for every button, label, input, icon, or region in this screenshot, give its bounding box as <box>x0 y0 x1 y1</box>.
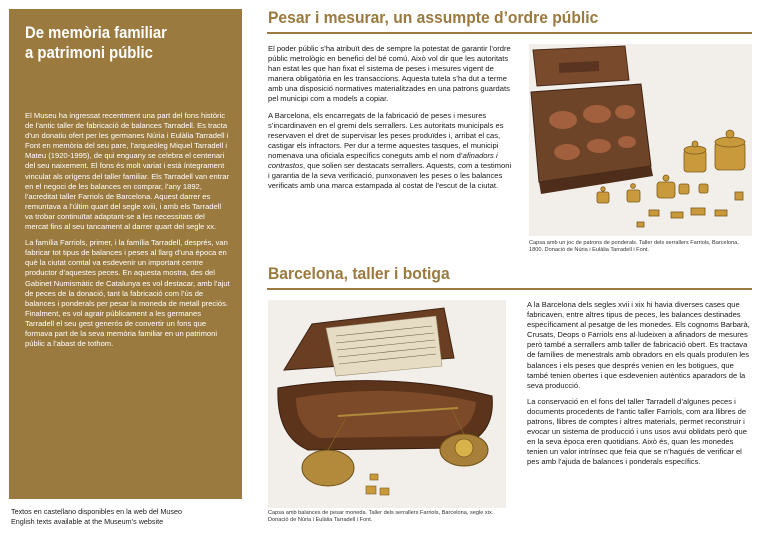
sidebar-paragraph: El Museu ha ingressat recentment una part del fons històric de l’antic taller de fabricació de balances Tarradell. Es tracta d’un donatiu ofert per les germanes Núria i Eulàlia Tarradell i Font en memòria del seu pare, l’arqueòleg Miquel Tarradell i Mateu (1920-1995), de qui enguany se celebra el centenari del seu naixement. El fons és molt variat i està íntegrament vinculat als orígens del taller familiar. Els Tarradell van entrar en el negoci de les balances en comprar, l’any 1892, l’acreditat taller Farriols de Barcelona. Aquest darrer es remuntava a l’últim quart del segle xviii, i amb els Tarradell va trobar continuïtat adaptant-se a les necessitats del mercat fins al seu tancament al darrer quart del segle xx. <box>25 111 230 232</box>
sidebar-title-line1: De memòria familiar <box>25 24 167 42</box>
section-title-barcelona: Barcelona, taller i botiga <box>268 264 450 283</box>
section1-paragraph: El poder públic s’ha atribuït des de sempre la potestat de garantir l’ordre públic metrològic en benefici del bé comú. Això vol dir que les autoritats han estat les que han fixat el sistema de peses i mesures vigent de manera obligatòria en les transaccions. Aquesta tutela s’ha dut a terme amb una disposició normatives materialitzades en una patrons guardats pel municipi com a models a copiar. <box>268 44 511 104</box>
sidebar-title <box>25 23 232 63</box>
scales-box-photo <box>268 300 506 508</box>
footnote-line: Textos en castellano disponibles en la web del Museo <box>11 507 183 516</box>
photo-caption: Capsa amb balances de pesar moneda. Taller dels serrallers Farriols, Barcelona, segle xix. Donació de Núria i Eulàlia Tarradell i Font. <box>268 510 494 524</box>
section2-paragraph: La conservació en el fons del taller Tarradell d’algunes peces i documents procedents de l’antic taller Farriols, com ara llibres de patrons, llibres de comptes i altres materials, permet reconstruir i evocar un sistema de producció i uns usos avui oblidats però que en la seva època eren quotidians. Això és, quan les monedes tenien un valor intrínsec que feia que se n’hagués de verificar el pes amb l’ajuda de balances i ponderals específics. <box>527 396 747 467</box>
italic-term: afinadors i contrastos <box>268 150 498 171</box>
paragraph-text: A Barcelona, els encarregats de la fabricació de peses i mesures s’incardinaven en el gremi dels serrallers. Les autoritats municipals es reservaven el dret de supervisar les peses produïdes i, arribat el cas, castigar els infractors. Per dur a terme aquestes tasques, el municipi nomenava una oficiala específics coneguts amb el nom d’ <box>268 110 504 160</box>
paragraph-text: , que solien ser destacats serrallers. Aquests, com a testimoni i garantia de la seva verificació, punxonaven les peses o les balances verificats amb una marca estampada al costat de l’escut de la ciutat. <box>268 161 512 191</box>
language-footnote <box>11 507 244 526</box>
sidebar-panel <box>9 9 242 499</box>
section-divider <box>267 32 752 34</box>
section-title-pesar: Pesar i mesurar, un assumpte d’ordre públic <box>268 8 599 27</box>
section-divider <box>267 288 752 290</box>
footnote-line: English texts available at the Museum’s website <box>11 516 164 526</box>
weights-box-photo <box>529 44 752 236</box>
section2-paragraph: A la Barcelona dels segles xvii i xix hi havia diverses cases que fabricaven, entre altres tipus de peces, les balances destinades específicament al pesatge de les monedes. Els cognoms Barbarà, Crusats, Deops o Farriols ens al·ludeixen a afinadors de mesures però també a serrallers amb taller de fabricació obert. Es tractava de famílies de menestrals amb obradors en els quals produïen les balances i els peses que després venien en les botigues, que també tenien obertes i que esdevenien autèntics aparadors de la seva producció. <box>527 300 750 390</box>
photo-caption: Capsa amb un joc de patrons de ponderals. Taller dels serrallers Farriols, Barcelona, 1800. Donació de Núria i Eulàlia Tarradell i Font. <box>529 240 739 254</box>
section2-text <box>527 300 753 474</box>
sidebar-title-line2: a patrimoni públic <box>25 44 153 62</box>
sidebar-paragraph: La família Farriols, primer, i la família Tarradell, després, van fabricar tot tipus de balances i peses al llarg d’una època en què la ciutat comtal va esdevenir un important centre productor d’aquestes peces. En aquesta mostra, des del Gabinet Numismàtic de Catalunya es vol destacar, amb l’ajut de peces de la donació, tant la fabricació com l’ús de balances i ponderals per pesar la moneda de metall preciós. Finalment, es vol agrair públicament a les germanes Tarradell el seu gest generós de convertir un fons que formava part de la seva memòria familiar en un patrimoni públic a l’abast de tothom. <box>25 238 230 349</box>
section1-text <box>268 44 512 197</box>
section1-paragraph <box>268 111 512 192</box>
